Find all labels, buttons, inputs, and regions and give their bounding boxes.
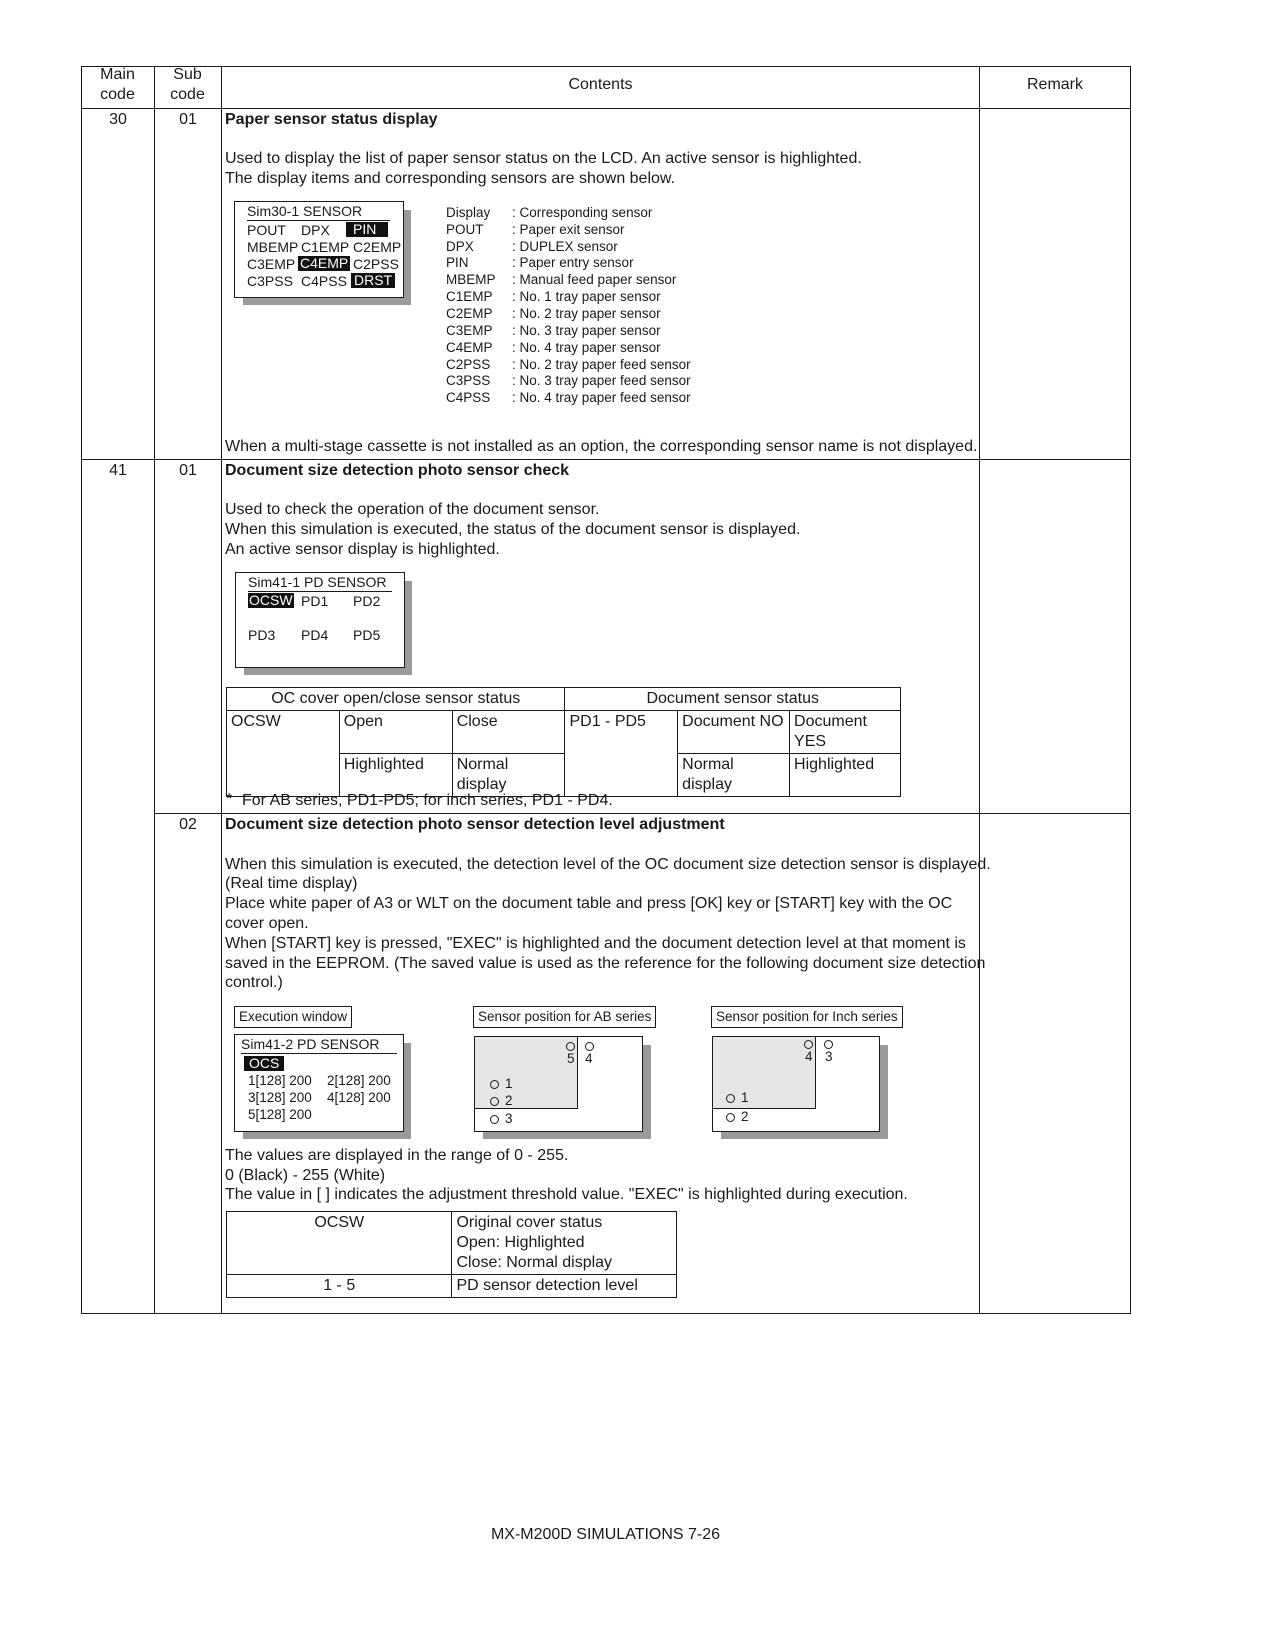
inch-series-label: Sensor position for Inch series bbox=[711, 1006, 903, 1028]
legend-code: PIN bbox=[446, 255, 469, 270]
lcd-title: Sim30-1 SENSOR bbox=[247, 202, 390, 221]
legend-desc: : No. 3 tray paper feed sensor bbox=[512, 373, 691, 388]
lcd-sim41-2 bbox=[234, 1034, 404, 1132]
legend-code: MBEMP bbox=[446, 272, 496, 287]
legend-desc: : Paper entry sensor bbox=[512, 255, 634, 270]
frame-col-contents bbox=[221, 66, 222, 1314]
section-title: Document size detection photo sensor check bbox=[225, 462, 570, 479]
legend-desc: : No. 3 tray paper sensor bbox=[512, 323, 661, 338]
cell-line: Open: Highlighted bbox=[456, 1234, 585, 1251]
paragraph: cover open. bbox=[225, 915, 309, 932]
paragraph: Used to check the operation of the document sensor. bbox=[225, 501, 600, 518]
paragraph: The values are displayed in the range of 0 - 255. bbox=[225, 1147, 569, 1164]
legend-desc: : Corresponding sensor bbox=[512, 205, 653, 220]
lcd-cell: MBEMP bbox=[247, 239, 299, 255]
frame-col-sub bbox=[154, 66, 155, 1314]
table-cell: Normal display bbox=[452, 754, 565, 797]
lcd-cell: C2EMP bbox=[353, 239, 402, 255]
frame-bottom bbox=[81, 1313, 1131, 1314]
legend-desc: : No. 1 tray paper sensor bbox=[512, 289, 661, 304]
paragraph: When this simulation is executed, the status of the document sensor is displayed. bbox=[225, 521, 801, 538]
frame-left bbox=[81, 66, 82, 1314]
legend-code: C4EMP bbox=[446, 340, 493, 355]
lcd-cell: C3EMP bbox=[247, 256, 296, 272]
frame-right bbox=[1130, 66, 1131, 1314]
frame-row-30-bottom bbox=[81, 459, 1131, 460]
frame-row-41-01-bottom bbox=[154, 813, 1131, 814]
sub-code-02: 02 bbox=[179, 816, 197, 833]
paragraph: The display items and corresponding sensors are shown below. bbox=[225, 170, 676, 187]
legend-code: C3PSS bbox=[446, 373, 491, 388]
table-cell: Document YES bbox=[790, 711, 901, 754]
paragraph: When [START] key is pressed, "EXEC" is highlighted and the document detection level at that moment is bbox=[225, 935, 966, 952]
lcd-cell: DPX bbox=[301, 222, 330, 238]
sensor-2 bbox=[726, 1108, 749, 1126]
sensor-1 bbox=[726, 1089, 749, 1107]
lcd-cell-highlighted: C4EMP bbox=[300, 255, 349, 271]
legend-desc: : Manual feed paper sensor bbox=[512, 272, 677, 287]
page-footer: MX-M200D SIMULATIONS 7-26 bbox=[490, 1526, 721, 1543]
ab-series-label: Sensor position for AB series bbox=[473, 1006, 656, 1028]
lcd-cell-highlighted: PIN bbox=[346, 222, 388, 237]
inch-sensor-diagram bbox=[712, 1036, 880, 1132]
legend-code: C3EMP bbox=[446, 323, 493, 338]
lcd-cell: PD5 bbox=[353, 627, 381, 643]
lcd-cell: 5[128] 200 bbox=[248, 1107, 312, 1122]
ab-sensor-diagram bbox=[474, 1036, 643, 1132]
cell-line: Original cover status bbox=[456, 1214, 603, 1231]
sensor-1 bbox=[490, 1075, 513, 1093]
legend-code: C4PSS bbox=[446, 390, 491, 405]
main-code-30: 30 bbox=[109, 111, 127, 128]
lcd-cell: PD3 bbox=[248, 627, 276, 643]
lcd-cell: 1[128] 200 bbox=[248, 1073, 312, 1088]
paragraph: 0 (Black) - 255 (White) bbox=[225, 1167, 386, 1184]
table-cell: Open bbox=[339, 711, 452, 754]
lcd-cell: PD2 bbox=[353, 593, 381, 609]
sensor-label: 4 bbox=[805, 1049, 813, 1064]
sub-code-01: 01 bbox=[179, 462, 197, 479]
header-contents: Contents bbox=[568, 76, 633, 93]
lcd-cell: C3PSS bbox=[247, 273, 293, 289]
lcd-cell: PD1 bbox=[301, 593, 329, 609]
sensor-2 bbox=[490, 1092, 513, 1110]
paragraph: The value in [ ] indicates the adjustment threshold value. "EXEC" is highlighted during execution. bbox=[225, 1186, 908, 1203]
execution-window-label: Execution window bbox=[234, 1006, 352, 1028]
lcd-cell: C1EMP bbox=[301, 239, 350, 255]
paragraph: (Real time display) bbox=[225, 875, 358, 892]
table-cell bbox=[452, 1212, 677, 1275]
legend-desc: : No. 2 tray paper feed sensor bbox=[512, 357, 691, 372]
sensor-dot bbox=[726, 1113, 735, 1122]
table-cell: 1 - 5 bbox=[227, 1275, 452, 1298]
footnote: For AB series, PD1-PD5; for inch series, PD1 - PD4. bbox=[242, 792, 613, 809]
paragraph: control.) bbox=[225, 974, 283, 991]
table-header: OC cover open/close sensor status bbox=[227, 688, 565, 711]
sensor-label: 3 bbox=[825, 1049, 833, 1064]
frame-top bbox=[81, 66, 1131, 67]
lcd-cell: 4[128] 200 bbox=[327, 1090, 391, 1105]
section-title: Document size detection photo sensor detection level adjustment bbox=[225, 816, 725, 833]
lcd-cell: 3[128] 200 bbox=[248, 1090, 312, 1105]
lcd-title: Sim41-2 PD SENSOR bbox=[241, 1035, 397, 1054]
sensor-label: 2 bbox=[741, 1109, 749, 1124]
sensor-3 bbox=[490, 1110, 513, 1128]
legend-desc: : No. 4 tray paper feed sensor bbox=[512, 390, 691, 405]
paragraph: When this simulation is executed, the detection level of the OC document size detection sensor is displayed. bbox=[225, 856, 991, 873]
sensor-label: 1 bbox=[505, 1076, 513, 1091]
lcd-cell: 2[128] 200 bbox=[327, 1073, 391, 1088]
lcd-cell: C4PSS bbox=[301, 273, 347, 289]
frame-col-remark bbox=[979, 66, 980, 1314]
table-cell: Normal display bbox=[678, 754, 790, 797]
legend-desc: : Paper exit sensor bbox=[512, 222, 625, 237]
main-code-41: 41 bbox=[109, 462, 127, 479]
paragraph: An active sensor display is highlighted. bbox=[225, 541, 500, 558]
lcd-cell: POUT bbox=[247, 222, 286, 238]
header-sub-code: Sub code bbox=[170, 66, 205, 103]
legend-code: C2PSS bbox=[446, 357, 491, 372]
note: When a multi-stage cassette is not installed as an option, the corresponding sensor name is not displayed. bbox=[225, 438, 978, 455]
sub-code-01: 01 bbox=[179, 111, 197, 128]
frame-header-bottom bbox=[81, 108, 1131, 109]
lcd-cell-highlighted: DRST bbox=[351, 273, 395, 288]
lcd-title: Sim41-1 PD SENSOR bbox=[248, 573, 392, 592]
sensor-label: 2 bbox=[505, 1093, 513, 1108]
table-header: Document sensor status bbox=[565, 688, 901, 711]
lcd-sim41-1 bbox=[235, 572, 405, 668]
lcd-cell: PD4 bbox=[301, 627, 329, 643]
sensor-label: 1 bbox=[741, 1090, 749, 1105]
paragraph: Place white paper of A3 or WLT on the document table and press [OK] key or [START] key with the OC bbox=[225, 895, 953, 912]
table-cell: Highlighted bbox=[790, 754, 901, 797]
sensor-dot bbox=[726, 1094, 735, 1103]
sensor-label: 5 bbox=[567, 1051, 575, 1066]
section-title: Paper sensor status display bbox=[225, 111, 438, 128]
legend-code: C2EMP bbox=[446, 306, 493, 321]
table-cell: Document NO bbox=[678, 711, 790, 754]
level-table bbox=[226, 1211, 677, 1298]
lcd-cell-highlighted: OCS bbox=[244, 1056, 284, 1071]
legend-code: DPX bbox=[446, 239, 474, 254]
sensor-label: 3 bbox=[505, 1111, 513, 1126]
table-cell: OCSW bbox=[227, 711, 340, 797]
legend-desc: : No. 4 tray paper sensor bbox=[512, 340, 661, 355]
table-cell: OCSW bbox=[227, 1212, 452, 1275]
table-cell: PD1 - PD5 bbox=[565, 711, 678, 797]
header-main-code: Main code bbox=[100, 66, 135, 103]
sensor-status-table bbox=[226, 687, 901, 797]
cell-line: Close: Normal display bbox=[456, 1254, 613, 1271]
sensor-dot bbox=[490, 1115, 499, 1124]
paragraph: saved in the EEPROM. (The saved value is used as the reference for the following document size detection bbox=[225, 955, 986, 972]
legend-code: Display bbox=[446, 205, 491, 220]
sensor-dot bbox=[490, 1097, 499, 1106]
table-cell: Highlighted bbox=[339, 754, 452, 797]
lcd-sim30-1 bbox=[234, 201, 404, 298]
lcd-cell-highlighted: OCSW bbox=[249, 592, 293, 608]
legend-code: C1EMP bbox=[446, 289, 493, 304]
sensor-dot bbox=[490, 1080, 499, 1089]
lcd-cell: C2PSS bbox=[353, 256, 399, 272]
table-cell: PD sensor detection level bbox=[452, 1275, 677, 1298]
legend-code: POUT bbox=[446, 222, 484, 237]
footnote-mark: * bbox=[226, 791, 233, 808]
paragraph: Used to display the list of paper sensor status on the LCD. An active sensor is highlighted. bbox=[225, 150, 862, 167]
legend-desc: : DUPLEX sensor bbox=[512, 239, 618, 254]
sensor-label: 4 bbox=[585, 1051, 593, 1066]
table-cell: Close bbox=[452, 711, 565, 754]
header-remark: Remark bbox=[1026, 76, 1083, 93]
legend-desc: : No. 2 tray paper sensor bbox=[512, 306, 661, 321]
